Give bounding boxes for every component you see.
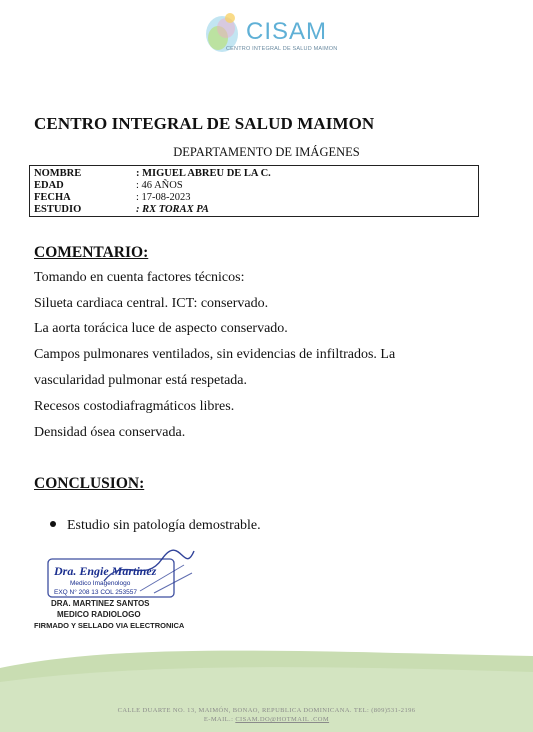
patient-label: NOMBRE [34, 168, 82, 179]
footer-email-line [0, 715, 533, 724]
patient-label: EDAD [34, 180, 64, 191]
comment-line: Campos pulmonares ventilados, sin evidencias de infiltrados. La [34, 347, 396, 362]
comment-line: vascularidad pulmonar está respetada. [34, 373, 248, 388]
cisam-logo [196, 8, 336, 60]
footer-contact [0, 706, 533, 724]
bullet-icon [50, 521, 56, 527]
stamp-title-text: Medico Imagenologo [70, 580, 131, 587]
patient-value: : RX TORAX PA [136, 204, 209, 215]
patient-info-box [29, 165, 479, 217]
patient-label: FECHA [34, 192, 71, 203]
signature-stamp [44, 545, 204, 601]
footer-address: CALLE DUARTE NO. 13, MAIMÓN, BONAO, REPUBLICA DOMINICANA. TEL: (809)531-2196 [117, 707, 416, 714]
comment-line: Densidad ósea conservada. [34, 425, 186, 440]
comment-line: Tomando en cuenta factores técnicos: [34, 270, 245, 285]
stamp-exq-text: EXQ N° 208 13 COL 253557 [54, 589, 137, 596]
center-title: CENTRO INTEGRAL DE SALUD MAIMON [34, 114, 375, 133]
logo-subtitle: CENTRO INTEGRAL DE SALUD MAIMON [226, 46, 338, 52]
comment-heading: COMENTARIO: [34, 244, 149, 261]
patient-value: : 17-08-2023 [136, 192, 191, 203]
comment-line: La aorta torácica luce de aspecto conservado. [34, 321, 288, 336]
patient-value: : 46 AÑOS [136, 180, 183, 191]
footer-email-prefix: E-MAIL.: [203, 716, 236, 723]
patient-value: : MIGUEL ABREU DE LA C. [136, 168, 271, 179]
conclusion-text: Estudio sin patología demostrable. [67, 518, 261, 533]
signer-title: MEDICO RADIOLOGO [57, 610, 141, 619]
stamp-name-text: Dra. Engie Martinez [54, 564, 157, 578]
logo-name: CISAM [246, 18, 328, 45]
comment-line: Recesos costodiafragmáticos libres. [34, 399, 235, 414]
signer-block [51, 598, 150, 620]
signer-name: DRA. MARTINEZ SANTOS [51, 599, 150, 608]
department-title: DEPARTAMENTO DE IMÁGENES [173, 145, 360, 159]
conclusion-heading: CONCLUSION: [34, 475, 145, 492]
comment-line: Silueta cardiaca central. ICT: conservado. [34, 296, 269, 311]
patient-label: ESTUDIO [34, 204, 82, 215]
signature-note: FIRMADO Y SELLADO VIA ELECTRONICA [34, 621, 185, 630]
footer-email-link[interactable]: CISAM.DO@HOTMAIL .COM [235, 716, 330, 723]
conclusion-item [50, 518, 261, 534]
